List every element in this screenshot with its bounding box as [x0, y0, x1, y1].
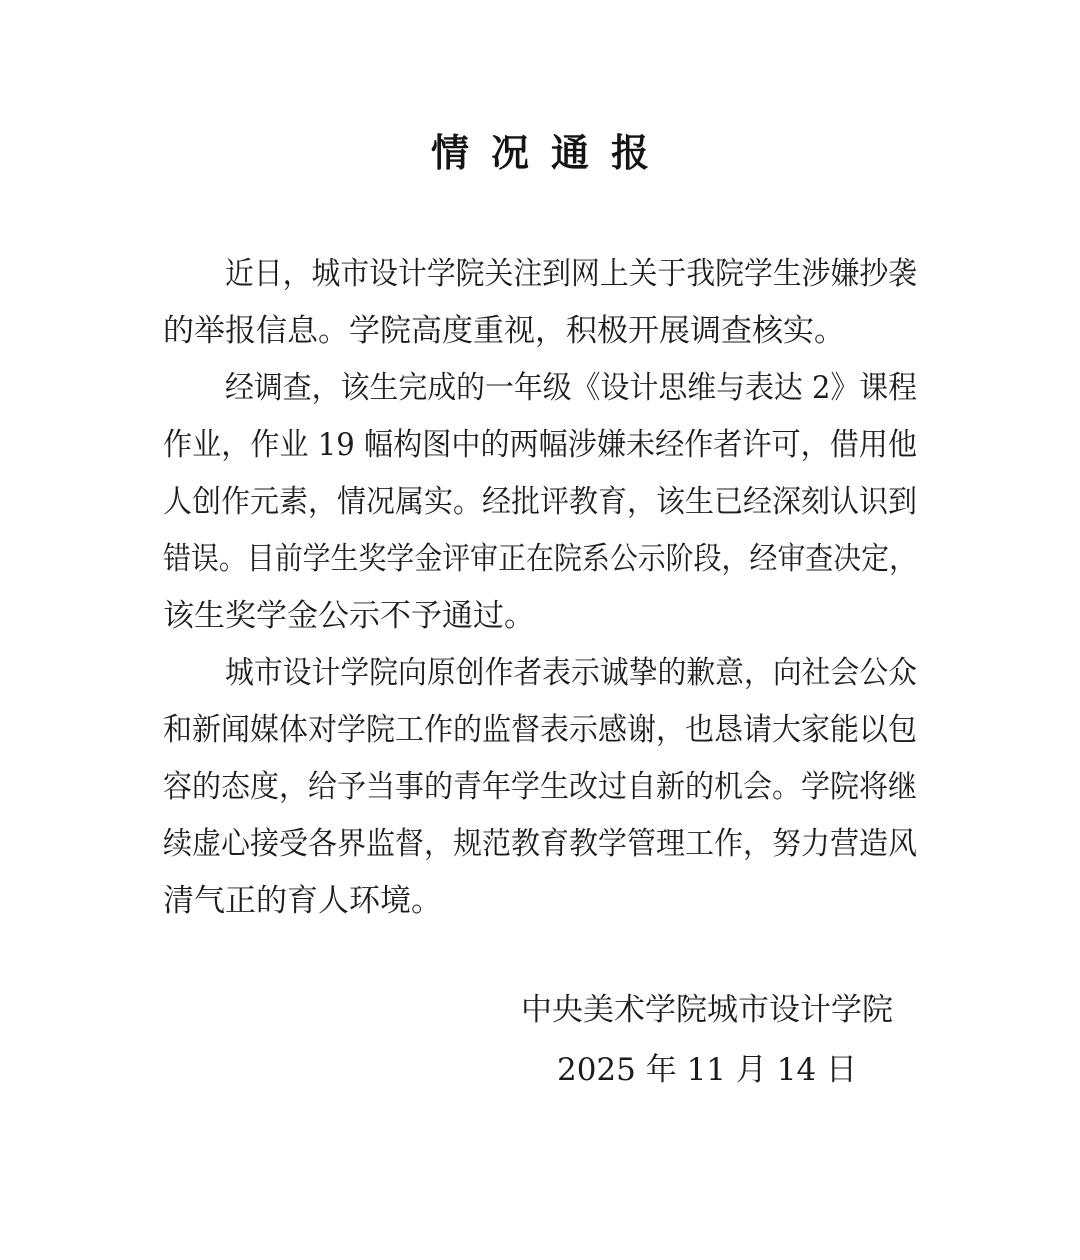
page-title: 情况通报	[430, 130, 671, 175]
body-line: 该生奖学金公示不予通过。	[163, 598, 535, 634]
document-body	[0, 246, 1080, 930]
signature-org: 中央美术学院城市设计学院	[521, 992, 893, 1028]
body-line: 续虚心接受各界监督，规范教育教学管理工作，努力营造风	[163, 826, 917, 862]
body-line: 人创作元素，情况属实。经批评教育，该生已经深刻认识到	[163, 484, 917, 520]
paragraph-2	[163, 360, 917, 645]
body-line: 城市设计学院向原创作者表示诚挚的歉意，向社会公众	[225, 655, 917, 691]
paragraph-1	[163, 246, 917, 360]
signature-date: 2025 年 11 月 14 日	[556, 1052, 858, 1088]
body-line: 作业，作业 19 幅构图中的两幅涉嫌未经作者许可，借用他	[163, 427, 917, 463]
body-line: 经调查，该生完成的一年级《设计思维与表达 2》课程	[225, 370, 917, 406]
paragraph-3	[163, 645, 917, 930]
body-line: 错误。目前学生奖学金评审正在院系公示阶段，经审查决定，	[163, 541, 917, 577]
body-line: 的举报信息。学院高度重视，积极开展调查核实。	[163, 313, 845, 349]
body-line: 清气正的育人环境。	[163, 883, 442, 919]
body-line: 容的态度，给予当事的青年学生改过自新的机会。学院将继	[163, 769, 917, 805]
body-line: 近日，城市设计学院关注到网上关于我院学生涉嫌抄袭	[225, 256, 917, 292]
signature-block	[167, 980, 1080, 1100]
body-line: 和新闻媒体对学院工作的监督表示感谢，也恳请大家能以包	[163, 712, 917, 748]
